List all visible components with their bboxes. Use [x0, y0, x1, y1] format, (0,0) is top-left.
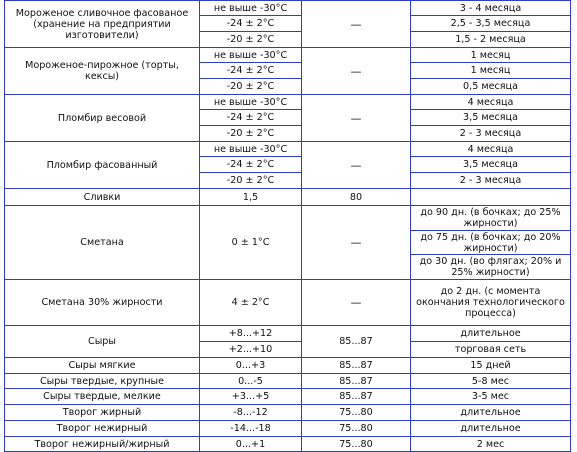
product-cell: Сыры: [5, 326, 200, 358]
humidity-cell: 85...87: [302, 374, 411, 389]
temperature-cell: -20 ± 2°С: [200, 173, 302, 189]
table-row: [5, 358, 571, 374]
humidity-cell: 75...80: [302, 421, 411, 437]
term-cell: 3,5 месяца: [411, 157, 571, 173]
humidity-cell: —: [302, 280, 411, 326]
temperature-cell: 4 ± 2°С: [200, 280, 302, 326]
term-cell: 2,5 - 3,5 месяца: [411, 16, 571, 32]
temperature-cell: -20 ± 2°С: [200, 79, 302, 95]
table-row: [5, 421, 571, 437]
term-cell: 1,5 - 2 месяца: [411, 32, 571, 48]
term-cell: 2 - 3 месяца: [411, 173, 571, 189]
humidity-cell: 85...87: [302, 326, 411, 358]
storage-conditions-table: [4, 0, 571, 452]
product-cell: Творог нежирный: [5, 421, 200, 437]
term-cell: [411, 189, 571, 206]
term-cell: 3 - 4 месяца: [411, 1, 571, 16]
table-row: [5, 189, 571, 206]
table-row: [5, 326, 571, 342]
term-cell: 3-5 мес: [411, 389, 571, 405]
term-cell: 0,5 месяца: [411, 79, 571, 95]
term-cell: торговая сеть: [411, 342, 571, 358]
temperature-cell: -20 ± 2°С: [200, 32, 302, 48]
temperature-cell: -20 ± 2°С: [200, 126, 302, 142]
term-cell: до 75 дн. (в бочках; до 20% жирности): [411, 231, 571, 255]
table-body: [5, 1, 571, 452]
product-cell: Творог нежирный/жирный: [5, 437, 200, 452]
term-cell: 15 дней: [411, 358, 571, 374]
product-cell: Сыры твердые, мелкие: [5, 389, 200, 405]
temperature-cell: -14...-18: [200, 421, 302, 437]
table-row: [5, 206, 571, 231]
temperature-cell: -24 ± 2°С: [200, 157, 302, 173]
table-row: [5, 280, 571, 326]
temperature-cell: 0 ± 1°С: [200, 206, 302, 280]
temperature-cell: 0...-5: [200, 374, 302, 389]
table-row: [5, 48, 571, 63]
term-cell: 5-8 мес: [411, 374, 571, 389]
product-cell: Сыры твердые, крупные: [5, 374, 200, 389]
product-cell: Творог жирный: [5, 405, 200, 421]
temperature-cell: 0...+1: [200, 437, 302, 452]
humidity-cell: 75...80: [302, 405, 411, 421]
term-cell: 4 месяца: [411, 95, 571, 110]
term-cell: длительное: [411, 326, 571, 342]
term-cell: 4 месяца: [411, 142, 571, 157]
table-row: [5, 142, 571, 157]
product-cell: Сливки: [5, 189, 200, 206]
term-cell: 2 мес: [411, 437, 571, 452]
product-cell: Мороженое-пирожное (торты, кексы): [5, 48, 200, 95]
term-cell: до 30 дн. (во флягах; 20% и 25% жирности): [411, 255, 571, 280]
humidity-cell: 85...87: [302, 389, 411, 405]
product-cell: Пломбир весовой: [5, 95, 200, 142]
humidity-cell: 80: [302, 189, 411, 206]
term-cell: 1 месяц: [411, 63, 571, 79]
term-cell: длительное: [411, 421, 571, 437]
temperature-cell: +8...+12: [200, 326, 302, 342]
product-cell: Пломбир фасованный: [5, 142, 200, 189]
humidity-cell: —: [302, 95, 411, 142]
temperature-cell: +2...+10: [200, 342, 302, 358]
term-cell: 2 - 3 месяца: [411, 126, 571, 142]
term-cell: 3,5 месяца: [411, 110, 571, 126]
humidity-cell: —: [302, 142, 411, 189]
table-row: [5, 95, 571, 110]
table-row: [5, 389, 571, 405]
temperature-cell: -24 ± 2°С: [200, 63, 302, 79]
humidity-cell: —: [302, 206, 411, 280]
humidity-cell: 75...80: [302, 437, 411, 452]
temperature-cell: -24 ± 2°С: [200, 110, 302, 126]
temperature-cell: не выше -30°С: [200, 95, 302, 110]
temperature-cell: -24 ± 2°С: [200, 16, 302, 32]
product-cell: Сметана 30% жирности: [5, 280, 200, 326]
temperature-cell: +3...+5: [200, 389, 302, 405]
table-row: [5, 405, 571, 421]
product-cell: Мороженое сливочное фасованое (хранение на предприятии изготовители): [5, 1, 200, 48]
product-cell: Сметана: [5, 206, 200, 280]
temperature-cell: 0...+3: [200, 358, 302, 374]
term-cell: до 90 дн. (в бочках; до 25% жирности): [411, 206, 571, 231]
temperature-cell: не выше -30°С: [200, 48, 302, 63]
table-row: [5, 374, 571, 389]
temperature-cell: не выше -30°С: [200, 1, 302, 16]
humidity-cell: —: [302, 48, 411, 95]
temperature-cell: 1,5: [200, 189, 302, 206]
product-cell: Сыры мягкие: [5, 358, 200, 374]
temperature-cell: -8...-12: [200, 405, 302, 421]
table-row: [5, 437, 571, 452]
humidity-cell: —: [302, 1, 411, 48]
humidity-cell: 85...87: [302, 358, 411, 374]
temperature-cell: не выше -30°С: [200, 142, 302, 157]
table-row: [5, 1, 571, 16]
term-cell: длительное: [411, 405, 571, 421]
term-cell: 1 месяц: [411, 48, 571, 63]
term-cell: до 2 дн. (с момента окончания технологического процесса): [411, 280, 571, 326]
